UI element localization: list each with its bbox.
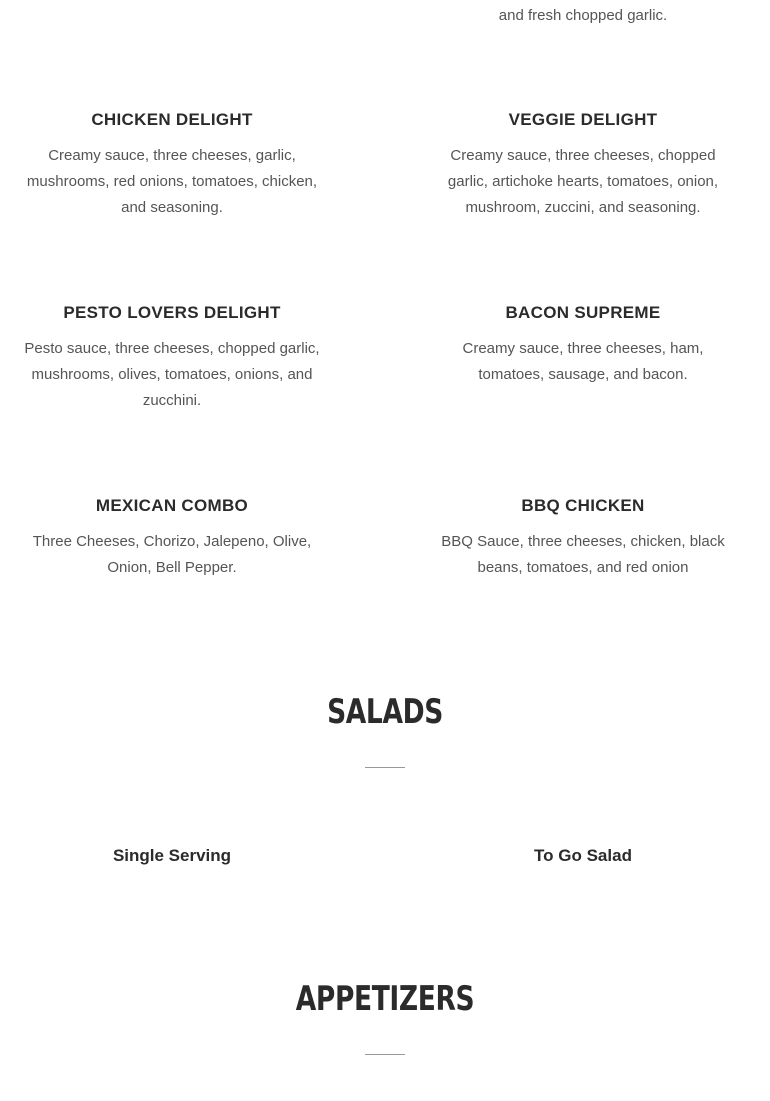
menu-item-title: BACON SUPREME [505, 303, 661, 322]
salad-item-single-serving: Single Serving [112, 846, 232, 865]
menu-item-description: Three Cheeses, Chorizo, Jalepeno, Olive, Onion, Bell Pepper. [32, 533, 312, 576]
menu-item-description: Creamy sauce, three cheeses, garlic, mushrooms, red onions, tomatoes, chicken, and seasoning. [26, 147, 318, 216]
menu-item-title: BBQ CHICKEN [521, 496, 645, 515]
section-heading-salads: SALADS [327, 692, 443, 732]
menu-item-pesto-lovers-delight [7, 301, 337, 414]
menu-item-title: MEXICAN COMBO [95, 496, 249, 515]
menu-item-chicken-delight [7, 108, 337, 221]
menu-row [0, 108, 770, 301]
menu-item-title: CHICKEN DELIGHT [91, 110, 253, 129]
menu-item-description: Creamy sauce, three cheeses, ham, tomatoes, sausage, and bacon. [462, 340, 704, 383]
menu-item-title: PESTO LOVERS DELIGHT [63, 303, 281, 322]
section-divider [365, 767, 405, 768]
menu-item-mexican-combo [7, 494, 337, 581]
menu-row [0, 301, 770, 494]
menu-item-description: Creamy sauce, three cheeses, chopped garlic, artichoke hearts, tomatoes, onion, mushroom, zuccini, and seasoning. [447, 147, 719, 216]
menu-item-bbq-chicken [418, 494, 748, 581]
menu-item-title: VEGGIE DELIGHT [508, 110, 658, 129]
menu-item-veggie-delight [418, 108, 748, 221]
previous-menu-item-fragment [0, 0, 770, 40]
menu-row [0, 494, 770, 687]
pizza-menu-grid [0, 108, 770, 687]
menu-item-description: BBQ Sauce, three cheeses, chicken, black beans, tomatoes, and red onion [441, 533, 725, 576]
section-divider [365, 1054, 405, 1055]
menu-item-description: and fresh chopped garlic. [498, 7, 668, 24]
salad-item-to-go: To Go Salad [534, 846, 632, 865]
section-heading-appetizers: APPETIZERS [295, 979, 475, 1019]
menu-item-bacon-supreme [418, 301, 748, 388]
menu-item-description: Pesto sauce, three cheeses, chopped garlic, mushrooms, olives, tomatoes, onions, and zucchini. [24, 340, 320, 409]
